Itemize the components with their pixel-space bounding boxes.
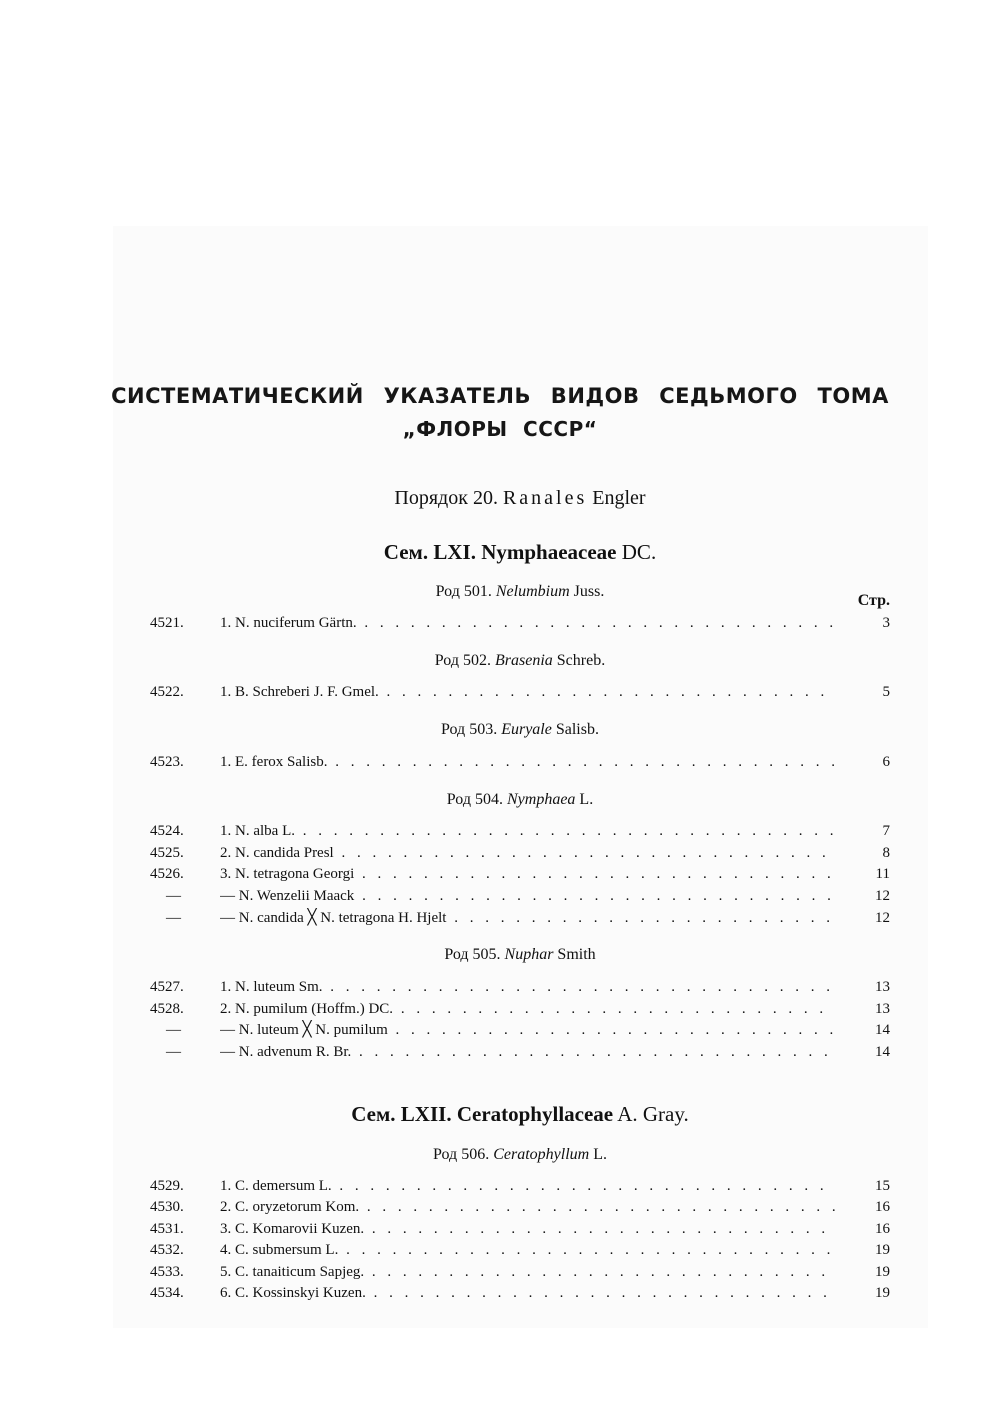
species-entry bbox=[150, 1176, 890, 1196]
species-entry bbox=[150, 682, 890, 702]
species-page: 13 bbox=[875, 1001, 890, 1017]
species-number: 4533. bbox=[150, 1264, 184, 1280]
species-number: 4531. bbox=[150, 1221, 184, 1237]
genus-prefix: Род 504. bbox=[446, 791, 503, 808]
species-number: — bbox=[166, 888, 181, 904]
species-number: — bbox=[166, 1044, 181, 1060]
genus-name: Euryale bbox=[501, 721, 552, 738]
genus-author: L. bbox=[593, 1146, 607, 1163]
species-page: 7 bbox=[882, 823, 890, 839]
species-name: — N. advenum R. Br. . . . bbox=[220, 1042, 835, 1062]
species-number: 4532. bbox=[150, 1242, 184, 1258]
species-page: 19 bbox=[875, 1242, 890, 1258]
order-name: Ranales bbox=[502, 487, 588, 509]
species-name: 1. C. demersum L. . . . bbox=[220, 1176, 835, 1196]
genus-name: Brasenia bbox=[494, 652, 553, 669]
genus-name: Ceratophyllum bbox=[493, 1146, 590, 1163]
species-page: 13 bbox=[875, 979, 890, 995]
genus-heading-nelumbium bbox=[0, 583, 1000, 601]
species-number: 4534. bbox=[150, 1285, 184, 1301]
genus-author: L. bbox=[579, 791, 594, 808]
species-entry bbox=[150, 977, 890, 997]
species-page: 14 bbox=[875, 1022, 890, 1038]
family-name: Ceratophyllaceae bbox=[456, 1102, 614, 1126]
species-page: 8 bbox=[882, 845, 890, 861]
family-name: Nymphaeaceae bbox=[481, 540, 617, 564]
species-number: 4526. bbox=[150, 866, 184, 882]
genus-name: Nymphaea bbox=[506, 791, 576, 808]
species-name: 4. C. submersum L. . . . bbox=[220, 1240, 835, 1260]
species-name: 1. N. alba L. . . . bbox=[220, 821, 835, 841]
species-name: — N. Wenzelii Maack . . . bbox=[220, 886, 835, 906]
species-number: 4524. bbox=[150, 823, 184, 839]
species-page: 15 bbox=[875, 1178, 890, 1194]
genus-heading-brasenia bbox=[0, 652, 1000, 670]
species-page: 16 bbox=[875, 1199, 890, 1215]
species-entry bbox=[150, 613, 890, 633]
species-name: 1. B. Schreberi J. F. Gmel. . . . bbox=[220, 682, 835, 702]
species-page: 14 bbox=[875, 1044, 890, 1060]
genus-heading-nuphar bbox=[0, 946, 1000, 964]
genus-author: Smith bbox=[557, 946, 596, 963]
species-number: 4523. bbox=[150, 754, 184, 770]
family-author: DC. bbox=[621, 540, 657, 564]
species-number: 4529. bbox=[150, 1178, 184, 1194]
family-author: A. Gray. bbox=[617, 1102, 689, 1126]
species-number: 4521. bbox=[150, 615, 184, 631]
species-name: 3. N. tetragona Georgi . . . bbox=[220, 864, 835, 884]
species-name: — N. candida ╳ N. tetragona H. Hjelt . . . bbox=[220, 908, 835, 928]
genus-prefix: Род 503. bbox=[441, 721, 498, 738]
genus-name: Nuphar bbox=[504, 946, 554, 963]
genus-heading-ceratophyllum bbox=[0, 1146, 1000, 1164]
species-entry bbox=[150, 1042, 890, 1062]
species-name: 3. C. Komarovii Kuzen. . . . bbox=[220, 1219, 835, 1239]
species-number: 4528. bbox=[150, 1001, 184, 1017]
species-page: 11 bbox=[875, 866, 890, 882]
species-entry bbox=[150, 1262, 890, 1282]
species-entry bbox=[150, 1240, 890, 1260]
species-entry bbox=[150, 752, 890, 772]
order-heading bbox=[0, 487, 1000, 510]
family-heading-nymphaeaceae bbox=[0, 540, 1000, 565]
species-name: — N. luteum ╳ N. pumilum . . . bbox=[220, 1020, 835, 1040]
family-prefix: Сем. LXII. bbox=[351, 1102, 452, 1126]
species-entry bbox=[150, 1197, 890, 1217]
family-heading-ceratophyllaceae bbox=[0, 1102, 1000, 1127]
species-page: 19 bbox=[875, 1264, 890, 1280]
genus-author: Schreb. bbox=[556, 652, 606, 669]
species-page: 5 bbox=[882, 684, 890, 700]
genus-heading-euryale bbox=[0, 721, 1000, 739]
species-entry bbox=[150, 1283, 890, 1303]
family-prefix: Сем. LXI. bbox=[383, 540, 476, 564]
species-number: — bbox=[166, 910, 181, 926]
genus-prefix: Род 505. bbox=[444, 946, 501, 963]
species-entry bbox=[150, 886, 890, 906]
species-name: 1. N. luteum Sm. . . . bbox=[220, 977, 835, 997]
genus-prefix: Род 501. bbox=[435, 583, 492, 600]
order-prefix: Порядок 20. bbox=[394, 487, 498, 509]
genus-heading-nymphaea bbox=[0, 791, 1000, 809]
species-name: 1. E. ferox Salisb. . . . bbox=[220, 752, 835, 772]
species-entry bbox=[150, 821, 890, 841]
species-entry bbox=[150, 1020, 890, 1040]
genus-author: Juss. bbox=[573, 583, 605, 600]
species-page: 6 bbox=[882, 754, 890, 770]
species-name: 6. C. Kossinskyi Kuzen. . . . bbox=[220, 1283, 835, 1303]
species-number: 4530. bbox=[150, 1199, 184, 1215]
species-number: — bbox=[166, 1022, 181, 1038]
species-name: 2. N. candida Presl . . . bbox=[220, 843, 835, 863]
species-entry bbox=[150, 864, 890, 884]
species-entry bbox=[150, 908, 890, 928]
species-name: 2. N. pumilum (Hoffm.) DC. . . . bbox=[220, 999, 835, 1019]
species-page: 12 bbox=[875, 910, 890, 926]
genus-name: Nelumbium bbox=[495, 583, 570, 600]
species-name: 2. C. oryzetorum Kom. . . . bbox=[220, 1197, 835, 1217]
document-title-line-1: СИСТЕМАТИЧЕСКИЙ УКАЗАТЕЛЬ ВИДОВ СЕДЬМОГО ТОМА bbox=[111, 384, 889, 408]
species-page: 19 bbox=[875, 1285, 890, 1301]
species-page: 12 bbox=[875, 888, 890, 904]
order-author: Engler bbox=[592, 487, 646, 509]
species-page: 3 bbox=[882, 615, 890, 631]
species-number: 4525. bbox=[150, 845, 184, 861]
species-entry bbox=[150, 843, 890, 863]
species-name: 1. N. nuciferum Gärtn. . . . bbox=[220, 613, 835, 633]
species-entry bbox=[150, 1219, 890, 1239]
page-column-label: Стр. bbox=[857, 592, 890, 609]
species-entry bbox=[150, 999, 890, 1019]
genus-prefix: Род 506. bbox=[433, 1146, 490, 1163]
genus-author: Salisb. bbox=[555, 721, 599, 738]
species-page: 16 bbox=[875, 1221, 890, 1237]
genus-prefix: Род 502. bbox=[434, 652, 491, 669]
species-number: 4522. bbox=[150, 684, 184, 700]
species-number: 4527. bbox=[150, 979, 184, 995]
species-name: 5. C. tanaiticum Sapjeg. . . . bbox=[220, 1262, 835, 1282]
document-title-line-2: „ФЛОРЫ СССР“ bbox=[402, 417, 598, 441]
